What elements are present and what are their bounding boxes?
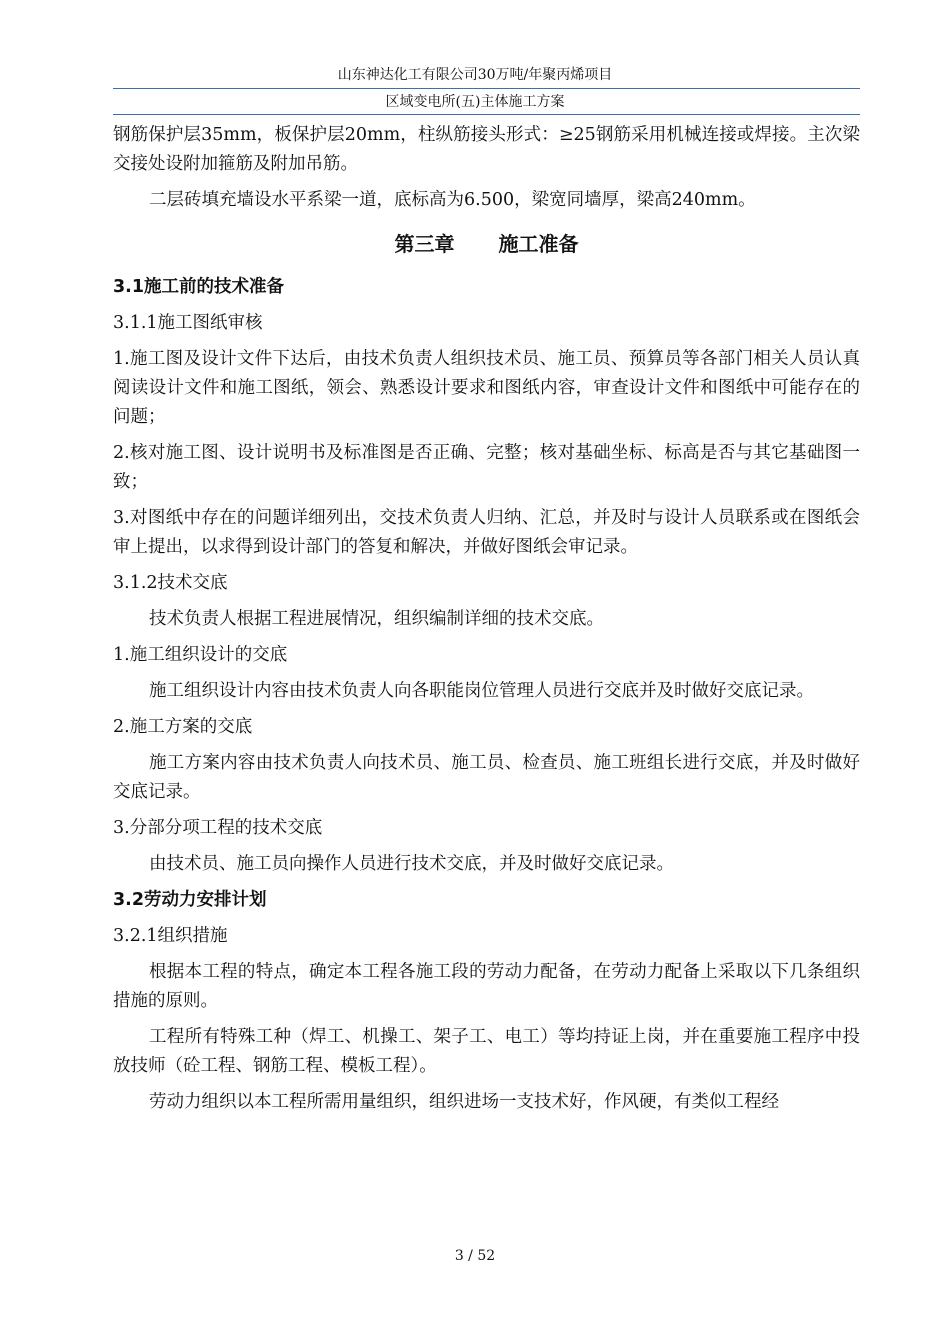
paragraph-3-2-1-a: 根据本工程的特点，确定本工程各施工段的劳动力配备，在劳动力配备上采取以下几条组织措施的原则。 [113,962,860,1011]
paragraph-3-2-1-c: 劳动力组织以本工程所需用量组织，组织进场一支技术好，作风硬，有类似工程经 [149,1092,779,1112]
list-item-3-1-2-3: 3.分部分项工程的技术交底 [113,818,323,838]
chapter-number: 第三章 [394,232,455,256]
header-document-title: 区域变电所(五)主体施工方案 [385,94,565,110]
paragraph-3-1-2: 技术负责人根据工程进展情况，组织编制详细的技术交底。 [149,609,604,629]
paragraph-tie-beam: 二层砖填充墙设水平系梁一道，底标高为6.500，梁宽同墙厚，梁高240mm。 [149,190,756,210]
list-item-3-1-2-1: 1.施工组织设计的交底 [113,645,288,665]
paragraph-3-1-2-1: 施工组织设计内容由技术负责人向各职能岗位管理人员进行交底并及时做好交底记录。 [149,681,814,701]
paragraph-3-1-2-3: 由技术员、施工员向操作人员进行技术交底，并及时做好交底记录。 [149,854,674,874]
list-item-3-1-1-1: 1.施工图及设计文件下达后，由技术负责人组织技术员、施工员、预算员等各部门相关人员认真阅读设计文件和施工图纸，领会、熟悉设计要求和图纸内容，审查设计文件和图纸中可能存在的问题； [113,349,860,427]
list-item-3-1-2-2: 2.施工方案的交底 [113,717,253,737]
section-heading-3-2: 3.2劳动力安排计划 [113,890,267,910]
list-item-3-1-1-2: 2.核对施工图、设计说明书及标准图是否正确、完整；核对基础坐标、标高是否与其它基础图一致； [113,443,860,492]
header-project-title: 山东神达化工有限公司30万吨/年聚丙烯项目 [337,67,613,83]
chapter-title: 施工准备 [498,232,579,256]
subsection-heading-3-1-2: 3.1.2技术交底 [113,573,228,593]
document-body [113,121,860,1124]
header-rule-top [113,88,860,89]
header-rule-bottom [113,114,860,115]
section-heading-3-1: 3.1施工前的技术准备 [113,277,285,297]
paragraph-3-1-2-2: 施工方案内容由技术负责人向技术员、施工员、检查员、施工班组长进行交底，并及时做好交底记录。 [113,753,860,802]
chapter-heading [113,229,860,259]
paragraph-3-2-1-b: 工程所有特殊工种（焊工、机操工、架子工、电工）等均持证上岗，并在重要施工程序中投放技师（砼工程、钢筋工程、模板工程）。 [113,1027,860,1076]
subsection-heading-3-2-1: 3.2.1组织措施 [113,926,228,946]
list-item-3-1-1-3: 3.对图纸中存在的问题详细列出，交技术负责人归纳、汇总，并及时与设计人员联系或在图纸会审上提出，以求得到设计部门的答复和解决，并做好图纸会审记录。 [113,508,860,557]
subsection-heading-3-1-1: 3.1.1施工图纸审核 [113,313,263,333]
paragraph-rebar-cover: 钢筋保护层35mm，板保护层20mm，柱纵筋接头形式：≥25钢筋采用机械连接或焊接。主次梁交接处设附加箍筋及附加吊筋。 [113,125,860,174]
page-number: 3 / 52 [454,1248,496,1264]
